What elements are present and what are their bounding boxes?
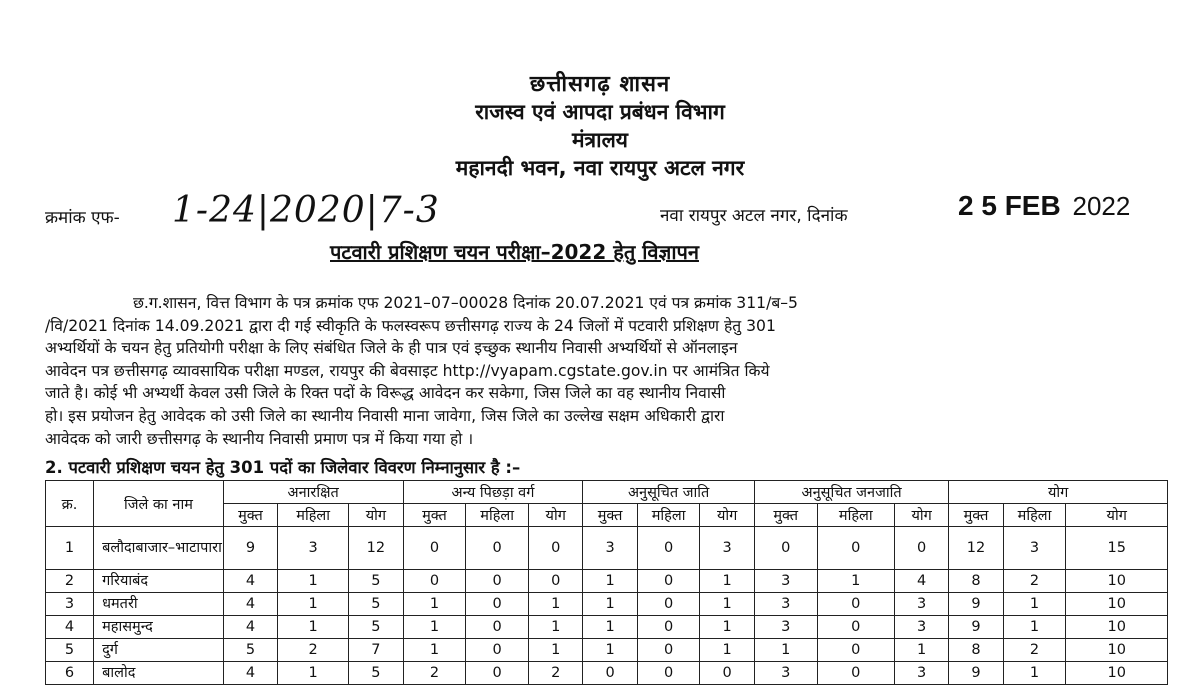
cell-count: 1: [583, 616, 637, 639]
table-row: [46, 662, 1168, 685]
cell-count: 0: [894, 527, 948, 570]
header-group-sc: अनुसूचित जाति: [583, 481, 754, 504]
subheader-total: योग: [529, 504, 583, 527]
cell-count: 9: [223, 527, 277, 570]
place-date-label: नवा रायपुर अटल नगर, दिनांक: [660, 206, 848, 226]
cell-count: 0: [637, 593, 700, 616]
cell-count: 1: [1003, 616, 1066, 639]
date-stamp: [958, 190, 1130, 222]
cell-count: 1: [278, 570, 349, 593]
document-subject: पटवारी प्रशिक्षण चयन परीक्षा–2022 हेतु विज्ञापन: [330, 240, 699, 264]
header-group-unreserved: अनारक्षित: [223, 481, 403, 504]
cell-count: 0: [466, 593, 529, 616]
cell-count: 1: [700, 616, 754, 639]
table-row: [46, 593, 1168, 616]
header-group-total: योग: [949, 481, 1168, 504]
cell-count: 3: [700, 527, 754, 570]
subheader-women: महिला: [817, 504, 894, 527]
cell-count: 1: [278, 616, 349, 639]
cell-serial-no: 5: [46, 639, 94, 662]
table-row: [46, 527, 1168, 570]
cell-count: 1: [583, 570, 637, 593]
cell-count: 3: [894, 593, 948, 616]
date-stamp-day-month: 2 5 FEB: [958, 190, 1061, 221]
cell-count: 1: [700, 593, 754, 616]
cell-count: 1: [278, 662, 349, 685]
cell-count: 3: [278, 527, 349, 570]
subheader-women: महिला: [278, 504, 349, 527]
paragraph-line: आवेदन पत्र छत्तीसगढ़ व्यावसायिक परीक्षा मण्डल, रायपुर की बेवसाइट http://vyapam.cgstate.gov.in पर आमंत्रित किये: [45, 361, 770, 380]
address-heading: महानदी भवन, नवा रायपुर अटल नगर: [455, 156, 745, 180]
department-heading: राजस्व एवं आपदा प्रबंधन विभाग: [475, 100, 725, 124]
subheader-total: योग: [894, 504, 948, 527]
cell-count: 0: [637, 616, 700, 639]
header-group-st: अनुसूचित जनजाति: [754, 481, 948, 504]
subheader-free: मुक्त: [583, 504, 637, 527]
cell-count: 3: [754, 593, 817, 616]
cell-count: 0: [817, 616, 894, 639]
cell-count: 0: [466, 639, 529, 662]
cell-count: 0: [529, 527, 583, 570]
subheader-women: महिला: [637, 504, 700, 527]
cell-count: 10: [1066, 570, 1168, 593]
cell-count: 8: [949, 639, 1003, 662]
cell-count: 0: [817, 527, 894, 570]
cell-count: 10: [1066, 616, 1168, 639]
cell-count: 1: [403, 639, 466, 662]
cell-count: 3: [894, 616, 948, 639]
subheader-women: महिला: [1003, 504, 1066, 527]
cell-count: 0: [403, 527, 466, 570]
cell-count: 1: [817, 570, 894, 593]
cell-district-name: बालोद: [94, 662, 224, 685]
cell-count: 9: [949, 662, 1003, 685]
cell-count: 4: [894, 570, 948, 593]
cell-count: 5: [349, 570, 403, 593]
cell-count: 3: [754, 662, 817, 685]
cell-count: 5: [349, 593, 403, 616]
cell-count: 9: [949, 593, 1003, 616]
cell-district-name: धमतरी: [94, 593, 224, 616]
cell-count: 0: [637, 570, 700, 593]
cell-count: 5: [349, 662, 403, 685]
cell-count: 2: [1003, 639, 1066, 662]
cell-count: 1: [529, 616, 583, 639]
cell-count: 0: [466, 616, 529, 639]
cell-count: 0: [817, 593, 894, 616]
cell-count: 12: [349, 527, 403, 570]
paragraph-line: जाते है। कोई भी अभ्यर्थी केवल उसी जिले के रिक्त पदों के विरूद्ध आवेदन कर सकेगा, जिस जिले का वह स्थानीय निवासी: [45, 384, 726, 403]
cell-count: 0: [700, 662, 754, 685]
cell-serial-no: 3: [46, 593, 94, 616]
cell-count: 1: [894, 639, 948, 662]
subheader-free: मुक्त: [403, 504, 466, 527]
cell-count: 0: [583, 662, 637, 685]
table-row: [46, 616, 1168, 639]
district-vacancy-table: [45, 480, 1168, 685]
cell-count: 1: [529, 639, 583, 662]
cell-count: 2: [278, 639, 349, 662]
paragraph-line: /वि/2021 दिनांक 14.09.2021 द्वारा दी गई स्वीकृति के फलस्वरूप छत्तीसगढ़ राज्य के 24 जिलों में पटवारी प्रशिक्षण हेतु 301: [45, 316, 776, 335]
cell-count: 1: [529, 593, 583, 616]
cell-count: 0: [637, 639, 700, 662]
cell-count: 4: [223, 593, 277, 616]
govt-heading: छत्तीसगढ़ शासन: [529, 72, 671, 97]
cell-count: 1: [754, 639, 817, 662]
cell-district-name: महासमुन्द: [94, 616, 224, 639]
cell-count: 3: [894, 662, 948, 685]
cell-count: 0: [403, 570, 466, 593]
reference-label: क्रमांक एफ-: [45, 208, 120, 228]
paragraph-line: छ.ग.शासन, वित्त विभाग के पत्र क्रमांक एफ 2021–07–00028 दिनांक 20.07.2021 एवं पत्र क्रमांक 311/ब–5: [133, 294, 798, 312]
cell-count: 0: [754, 527, 817, 570]
cell-count: 0: [637, 662, 700, 685]
paragraph-line: आवेदक को जारी छत्तीसगढ़ के स्थानीय निवासी प्रमाण पत्र में किया गया हो ।: [45, 429, 474, 448]
cell-count: 0: [817, 639, 894, 662]
cell-count: 1: [403, 593, 466, 616]
cell-count: 3: [754, 570, 817, 593]
cell-count: 0: [466, 662, 529, 685]
date-stamp-year: 2022: [1072, 191, 1131, 221]
ministry-heading: मंत्रालय: [571, 128, 628, 152]
cell-count: 3: [583, 527, 637, 570]
section-heading: 2. पटवारी प्रशिक्षण चयन हेतु 301 पदों का जिलेवार विवरण निम्नानुसार है :–: [45, 458, 521, 477]
cell-count: 7: [349, 639, 403, 662]
subheader-total: योग: [700, 504, 754, 527]
cell-count: 0: [817, 662, 894, 685]
subheader-women: महिला: [466, 504, 529, 527]
table-row: [46, 570, 1168, 593]
cell-count: 15: [1066, 527, 1168, 570]
district-table-body: [46, 527, 1168, 685]
reference-number-handwritten: 1-24|2020|7-3: [172, 190, 440, 231]
cell-count: 10: [1066, 662, 1168, 685]
cell-count: 5: [223, 639, 277, 662]
paragraph-line: अभ्यर्थियों के चयन हेतु प्रतियोगी परीक्षा के लिए संबंधित जिले के ही पात्र एवं इच्छुक स्थानीय निवासी अभ्यर्थियों से ऑनलाइन: [45, 339, 738, 358]
cell-count: 1: [700, 639, 754, 662]
cell-count: 9: [949, 616, 1003, 639]
cell-count: 1: [700, 570, 754, 593]
body-paragraph: [45, 292, 1163, 450]
cell-count: 0: [466, 570, 529, 593]
cell-count: 1: [1003, 593, 1066, 616]
cell-count: 4: [223, 570, 277, 593]
cell-district-name: बलौदाबाजार–भाटापारा: [94, 527, 224, 570]
cell-serial-no: 4: [46, 616, 94, 639]
cell-count: 1: [583, 639, 637, 662]
cell-serial-no: 6: [46, 662, 94, 685]
cell-count: 8: [949, 570, 1003, 593]
cell-count: 2: [403, 662, 466, 685]
cell-count: 0: [466, 527, 529, 570]
cell-count: 10: [1066, 593, 1168, 616]
cell-count: 10: [1066, 639, 1168, 662]
subheader-total: योग: [349, 504, 403, 527]
cell-count: 2: [529, 662, 583, 685]
cell-district-name: दुर्ग: [94, 639, 224, 662]
cell-count: 3: [754, 616, 817, 639]
header-serial-no: क्र.: [46, 481, 94, 527]
cell-count: 0: [637, 527, 700, 570]
cell-count: 4: [223, 662, 277, 685]
cell-count: 12: [949, 527, 1003, 570]
cell-serial-no: 2: [46, 570, 94, 593]
table-row: [46, 639, 1168, 662]
cell-count: 1: [278, 593, 349, 616]
cell-count: 5: [349, 616, 403, 639]
cell-serial-no: 1: [46, 527, 94, 570]
subheader-free: मुक्त: [754, 504, 817, 527]
cell-district-name: गरियाबंद: [94, 570, 224, 593]
cell-count: 3: [1003, 527, 1066, 570]
subheader-free: मुक्त: [949, 504, 1003, 527]
cell-count: 0: [529, 570, 583, 593]
cell-count: 1: [583, 593, 637, 616]
cell-count: 1: [403, 616, 466, 639]
header-district-name: जिले का नाम: [94, 481, 224, 527]
subheader-free: मुक्त: [223, 504, 277, 527]
cell-count: 1: [1003, 662, 1066, 685]
header-group-obc: अन्य पिछड़ा वर्ग: [403, 481, 583, 504]
cell-count: 2: [1003, 570, 1066, 593]
paragraph-line: हो। इस प्रयोजन हेतु आवेदक को उसी जिले का स्थानीय निवासी माना जावेगा, जिस जिले का उल्लेख सक्षम अधिकारी द्वारा: [45, 406, 725, 425]
cell-count: 4: [223, 616, 277, 639]
subheader-total: योग: [1066, 504, 1168, 527]
